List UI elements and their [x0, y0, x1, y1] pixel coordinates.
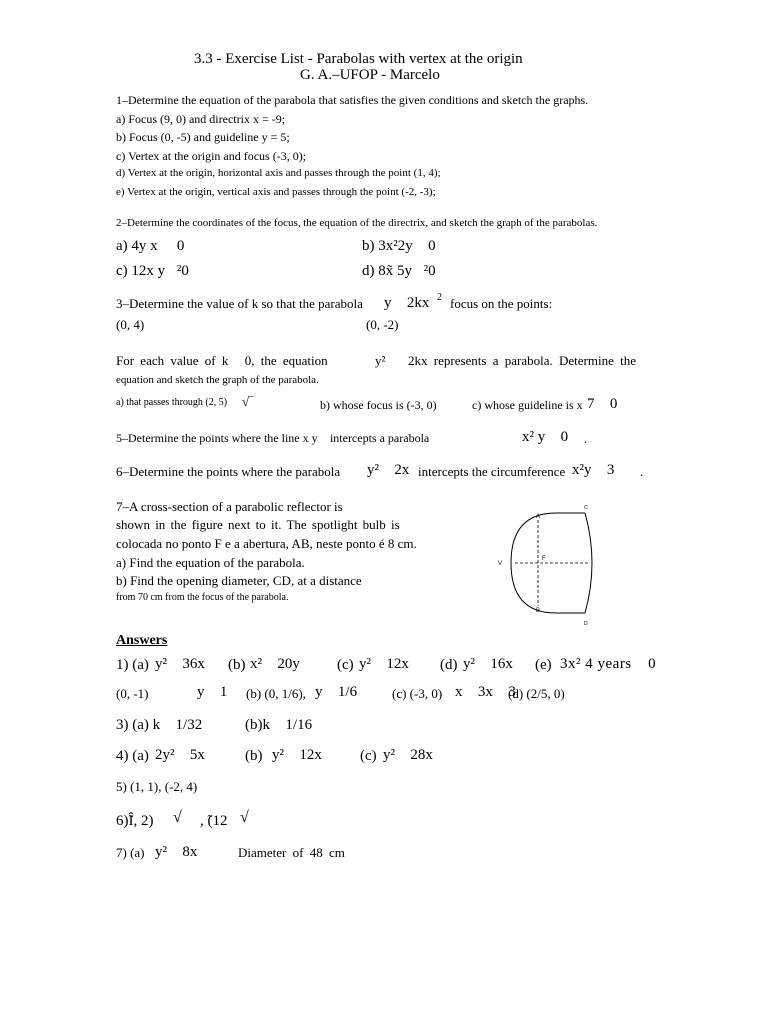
- ans1-e-eq: 3x² 4 years  0: [560, 656, 657, 672]
- ans2-b-point: (b) (0, 1/6),: [246, 686, 306, 701]
- ans2-c-point: (c) (-3, 0): [392, 686, 443, 701]
- ans5: 5) (1, 1), (-2, 4): [116, 779, 198, 794]
- page-author: G. A.–UFOP - Marcelo: [300, 67, 440, 83]
- q3-point-2: (0, -2): [366, 317, 399, 332]
- q2-item-b: b) 3x²2y  0: [362, 238, 436, 254]
- ans4-a-eq: 2y²  5x: [155, 747, 205, 763]
- q3-point-1: (0, 4): [116, 317, 145, 332]
- q4-item-a: a) that passes through (2, 5): [116, 397, 228, 408]
- q6-end: .: [640, 464, 644, 479]
- q2-item-a: a) 4y x   0: [116, 238, 185, 254]
- q2-item-c: c) 12x y ²0: [116, 263, 189, 279]
- q5-end: .: [584, 431, 588, 446]
- ans2-d-point: (d) (2/5, 0): [508, 686, 565, 701]
- label-c: C: [584, 505, 588, 511]
- ans6-a: 6)̃Î, 2): [116, 813, 154, 829]
- q3-tail: focus on the points:: [450, 296, 553, 311]
- q6-equation: y²  2x: [367, 462, 410, 478]
- ans7-b: Diameter of 48 cm: [238, 845, 345, 860]
- ans3-a: 3) (a) k  1/32: [116, 717, 203, 733]
- q4-item-b: b) whose focus is (-3, 0): [320, 398, 437, 412]
- q1-item-c: c) Vertex at the origin and focus (-3, 0);: [116, 149, 307, 163]
- ans4-c-eq: y²  28x: [383, 747, 433, 763]
- ans3-b: (b)k  1/16: [245, 717, 313, 733]
- ans2-a-directrix: y  1: [197, 684, 228, 700]
- ans1-c-eq: y²  12x: [359, 656, 409, 672]
- q6-mid: intercepts the circumference: [418, 464, 566, 479]
- q6-text: 6–Determine the points where the parabola: [116, 464, 341, 479]
- ans7-a-label: 7) (a): [116, 845, 145, 860]
- ans1-b-eq: x²  20y: [250, 656, 300, 672]
- sqrt-icon: √‾: [242, 394, 254, 409]
- ans1-b-label: (b): [228, 657, 246, 673]
- q3-exponent: 2: [437, 292, 442, 303]
- q2-item-d: d) 8x̃ 5y ²0: [362, 263, 436, 279]
- ans7-a-eq: y²  8x: [155, 844, 198, 860]
- answers-heading: Answers: [116, 633, 168, 648]
- page-title: 3.3 - Exercise List - Parabolas with vertex at the origin: [194, 51, 523, 67]
- ans1-d-label: (d): [440, 657, 458, 673]
- q4-item-c-equation: 7  0: [587, 396, 618, 412]
- ans1-a-label: 1) (a): [116, 657, 149, 673]
- ans2-b-directrix: y  1/6: [315, 684, 358, 700]
- ans4-a-label: 4) (a): [116, 748, 149, 764]
- q4-item-c: c) whose guideline is x: [472, 398, 583, 412]
- ans1-d-eq: y²  16x: [463, 656, 513, 672]
- ans6-b: , ̃(12: [200, 813, 228, 829]
- q1-item-a: a) Focus (9, 0) and directrix x = -9;: [116, 112, 286, 126]
- ans4-b-eq: y²  12x: [272, 747, 322, 763]
- sqrt-icon-1: √: [173, 809, 182, 826]
- q1-item-d: d) Vertex at the origin, horizontal axis and passes through the point (1, 4);: [116, 167, 441, 179]
- q7-line-4: a) Find the equation of the parabola.: [116, 555, 305, 570]
- ans4-b-label: (b): [245, 748, 263, 764]
- q7-line-6: from 70 cm from the focus of the parabola.: [116, 592, 289, 603]
- sqrt-icon-2: √: [240, 809, 249, 826]
- label-v: V: [498, 561, 503, 567]
- q1-item-e: e) Vertex at the origin, vertical axis and passes through the point (-2, -3);: [116, 186, 436, 198]
- q7-line-1: 7–A cross-section of a parabolic reflector is: [116, 499, 343, 514]
- ans2-c-directrix: x  3x  3: [455, 684, 516, 700]
- q7-line-2: shown in the figure next to it. The spotlight bulb is: [116, 517, 400, 532]
- q1-item-b: b) Focus (0, -5) and guideline y = 5;: [116, 130, 290, 144]
- ans1-c-label: (c): [337, 657, 354, 673]
- ans1-e-label: (e): [535, 657, 552, 673]
- q4-line2: equation and sketch the graph of the parabola.: [116, 374, 319, 386]
- ans4-c-label: (c): [360, 748, 377, 764]
- q3-intro: 3–Determine the value of k so that the parabola: [116, 296, 363, 311]
- q4-line1-b: y²   2kx represents a parabola. Determine the: [375, 353, 636, 368]
- label-d: D: [584, 621, 588, 627]
- q2-intro: 2–Determine the coordinates of the focus, the equation of the directrix, and sketch the graph of the parabolas.: [116, 217, 598, 229]
- q5-equation: x² y  0: [522, 429, 569, 445]
- q1-intro: 1–Determine the equation of the parabola that satisfies the given conditions and sketch the graphs.: [116, 93, 589, 107]
- parabolic-reflector-figure: [493, 498, 603, 633]
- q6-equation-2: x²y  3: [572, 462, 615, 478]
- q3-equation: y  2kx: [384, 295, 430, 311]
- label-f: F: [542, 556, 546, 562]
- ans1-a-eq: y²  36x: [155, 656, 205, 672]
- q5-text: 5–Determine the points where the line x y  intercepts a parabola: [116, 431, 430, 445]
- label-b: B: [536, 608, 541, 614]
- q7-line-5: b) Find the opening diameter, CD, at a distance: [116, 573, 362, 588]
- ans2-a-point: (0, -1): [116, 686, 149, 701]
- q7-line-3: colocada no ponto F e a abertura, AB, neste ponto é 8 cm.: [116, 536, 417, 551]
- q4-line1-a: For each value of k  0, the equation: [116, 353, 328, 368]
- label-a: A: [536, 514, 541, 520]
